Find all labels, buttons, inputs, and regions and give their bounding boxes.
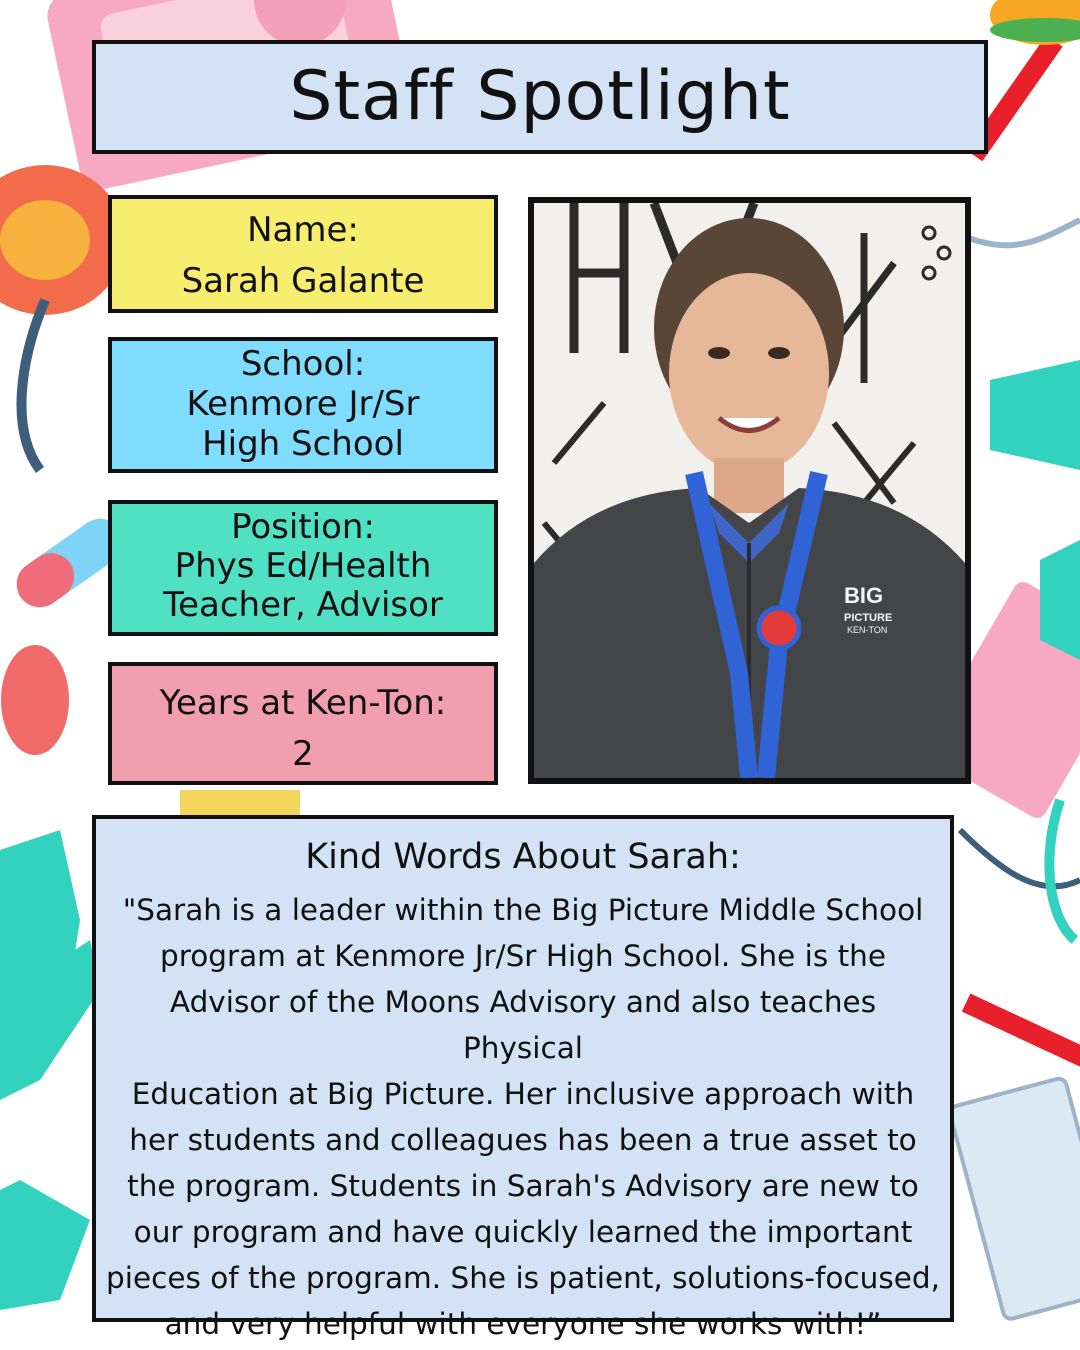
position-value-line-2: Teacher, Advisor bbox=[163, 585, 443, 625]
kind-words-line: pieces of the program. She is patient, solutions-focused, bbox=[106, 1261, 940, 1295]
school-label: School: bbox=[240, 344, 366, 384]
staff-photo bbox=[528, 197, 971, 784]
years-card bbox=[108, 662, 498, 785]
years-label: Years at Ken-Ton: bbox=[159, 683, 447, 723]
kind-words-card bbox=[92, 815, 954, 1341]
kind-words-line: her students and colleagues has been a true asset to bbox=[129, 1123, 917, 1157]
kind-words-title: Kind Words About Sarah: bbox=[305, 837, 741, 877]
position-value-line-1: Phys Ed/Health bbox=[174, 546, 432, 586]
name-label: Name: bbox=[247, 210, 359, 250]
badge-logo-line-3: KEN-TON bbox=[847, 625, 888, 635]
title-banner bbox=[92, 40, 988, 154]
position-label: Position: bbox=[231, 507, 375, 547]
badge-logo-line-1: BIG bbox=[844, 583, 884, 608]
school-card bbox=[108, 337, 498, 473]
school-value-line-1: Kenmore Jr/Sr bbox=[186, 384, 420, 424]
kind-words-line: Education at Big Picture. Her inclusive approach with bbox=[131, 1077, 915, 1111]
name-value: Sarah Galante bbox=[181, 261, 425, 301]
badge-logo-line-2: PICTURE bbox=[844, 612, 893, 624]
years-value: 2 bbox=[292, 734, 314, 774]
kind-words-line: Advisor of the Moons Advisory and also teaches Physical bbox=[169, 985, 877, 1065]
name-card bbox=[108, 195, 498, 313]
kind-words-line: our program and have quickly learned the important bbox=[133, 1215, 913, 1249]
position-card bbox=[108, 500, 498, 636]
kind-words-line: program at Kenmore Jr/Sr High School. She is the bbox=[159, 939, 886, 973]
kind-words-line: the program. Students in Sarah's Advisory are new to bbox=[127, 1169, 919, 1203]
school-value-line-2: High School bbox=[202, 424, 404, 464]
page-title: Staff Spotlight bbox=[289, 57, 791, 136]
kind-words-line: and very helpful with everyone she works with!” bbox=[164, 1307, 882, 1341]
kind-words-line: "Sarah is a leader within the Big Picture Middle School bbox=[122, 893, 924, 927]
staff-portrait-illustration bbox=[534, 203, 965, 778]
